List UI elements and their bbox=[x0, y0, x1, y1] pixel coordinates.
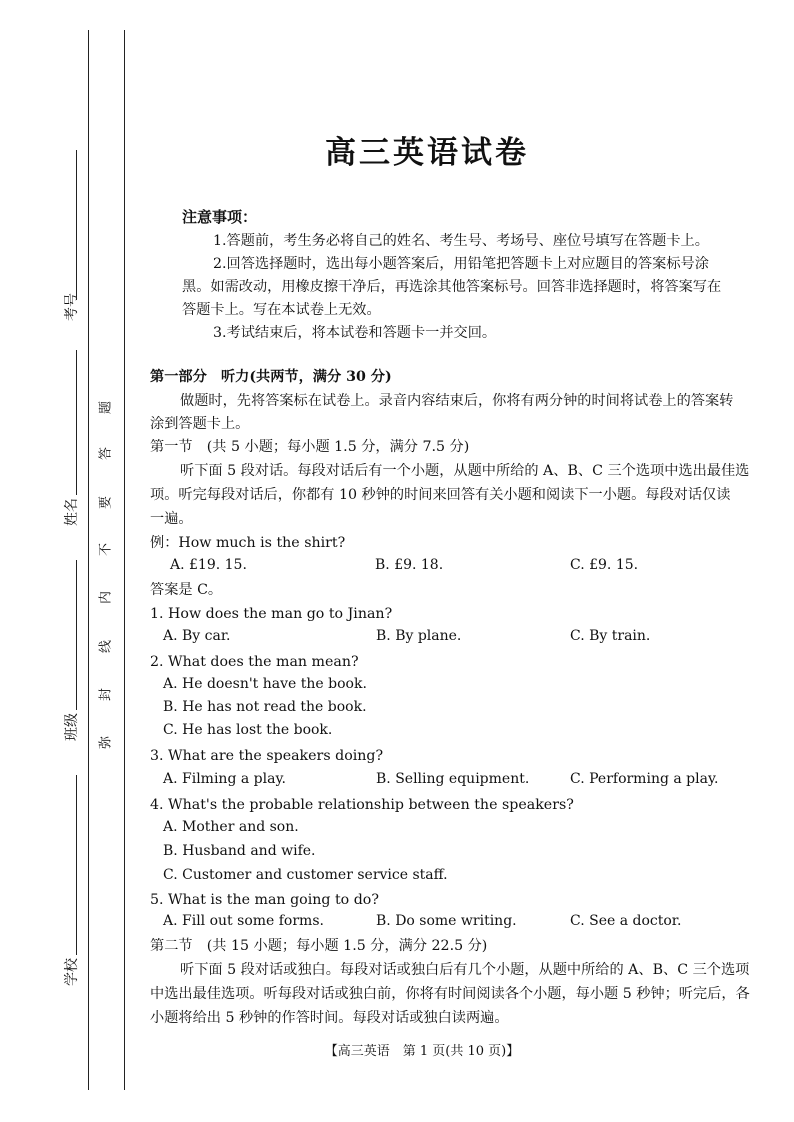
example-answer: 答案是 C。 bbox=[150, 582, 223, 598]
section2-line-1: 听下面 5 段对话或独白。每段对话或独白后有几个小题，从题中所给的 A、B、C 三个选项 bbox=[180, 962, 750, 978]
notice-item-2-line-2: 黑。如需改动，用橡皮擦干净后，再选涂其他答案标号。回答非选择题时，将答案写在 bbox=[182, 279, 722, 295]
seal-char-3: 要 bbox=[98, 496, 114, 510]
q4-option-c: C. Customer and customer service staff. bbox=[163, 867, 448, 883]
example-option-c: C. £9. 15. bbox=[570, 557, 639, 573]
page-title: 高三英语试卷 bbox=[325, 135, 529, 171]
question-4: 4. What's the probable relationship between the speakers? bbox=[150, 797, 574, 813]
exam-number-label: 考号 bbox=[64, 293, 80, 321]
class-line bbox=[76, 560, 77, 710]
section2-line-2: 中选出最佳选项。听每段对话或独白前，你将有时间阅读各个小题，每小题 5 秒钟；听完后，各 bbox=[150, 986, 750, 1002]
class-label: 班级 bbox=[64, 713, 80, 741]
section1-line-1: 听下面 5 段对话。每段对话后有一个小题，从题中所给的 A、B、C 三个选项中选出最佳选 bbox=[180, 463, 750, 479]
q4-option-b: B. Husband and wife. bbox=[163, 843, 316, 859]
q3-option-a: A. Filming a play. bbox=[163, 771, 286, 787]
q2-option-c: C. He has lost the book. bbox=[163, 722, 333, 738]
q3-option-b: B. Selling equipment. bbox=[376, 771, 530, 787]
section2-line-3: 小题将给出 5 秒钟的作答时间。每段对话或独白读两遍。 bbox=[150, 1010, 509, 1026]
binding-line-inner bbox=[124, 30, 125, 1090]
notice-item-1: 1.答题前，考生务必将自己的姓名、考生号、考场号、座位号填写在答题卡上。 bbox=[213, 233, 709, 249]
seal-char-6: 线 bbox=[98, 640, 114, 654]
part1-heading: 第一部分 听力(共两节，满分 30 分) bbox=[150, 369, 392, 385]
q2-option-b: B. He has not read the book. bbox=[163, 699, 367, 715]
section2-heading: 第二节 (共 15 小题；每小题 1.5 分，满分 22.5 分) bbox=[150, 938, 488, 954]
binding-line-outer bbox=[88, 30, 89, 1090]
school-label: 学校 bbox=[64, 958, 80, 986]
notice-item-2-line-1: 2.回答选择题时，选出每小题答案后，用铅笔把答题卡上对应题目的答案标号涂 bbox=[213, 256, 709, 272]
school-line bbox=[76, 775, 77, 955]
notice-item-3: 3.考试结束后，将本试卷和答题卡一并交回。 bbox=[213, 325, 497, 341]
q1-option-a: A. By car. bbox=[163, 628, 231, 644]
q5-option-a: A. Fill out some forms. bbox=[163, 913, 324, 929]
page-footer: 【高三英语 第 1 页(共 10 页)】 bbox=[324, 1044, 520, 1059]
q1-option-b: B. By plane. bbox=[376, 628, 462, 644]
q4-option-a: A. Mother and son. bbox=[163, 819, 299, 835]
seal-char-8: 弥 bbox=[98, 736, 114, 750]
question-5: 5. What is the man going to do? bbox=[150, 892, 379, 908]
seal-char-5: 内 bbox=[98, 591, 114, 605]
seal-char-4: 不 bbox=[98, 543, 114, 557]
name-line bbox=[76, 350, 77, 495]
seal-char-2: 答 bbox=[98, 447, 114, 461]
q2-option-a: A. He doesn't have the book. bbox=[163, 676, 367, 692]
exam-number-line bbox=[76, 150, 77, 300]
notice-heading: 注意事项： bbox=[182, 208, 258, 226]
question-3: 3. What are the speakers doing? bbox=[150, 748, 384, 764]
section1-line-2: 项。听完每段对话后，你都有 10 秒钟的时间来回答有关小题和阅读下一小题。每段对话仅读 bbox=[150, 487, 731, 503]
question-1: 1. How does the man go to Jinan? bbox=[150, 606, 393, 622]
example-option-b: B. £9. 18. bbox=[375, 557, 444, 573]
example-question: 例：How much is the shirt? bbox=[150, 535, 346, 551]
seal-char-1: 题 bbox=[98, 401, 114, 415]
notice-item-2-line-3: 答题卡上。写在本试卷上无效。 bbox=[182, 302, 381, 318]
part1-intro-line-2: 涂到答题卡上。 bbox=[150, 416, 250, 432]
section1-line-3: 一遍。 bbox=[150, 511, 193, 527]
section1-heading: 第一节 (共 5 小题；每小题 1.5 分，满分 7.5 分) bbox=[150, 439, 470, 455]
seal-char-7: 封 bbox=[98, 688, 114, 702]
example-option-a: A. £19. 15. bbox=[170, 557, 247, 573]
question-2: 2. What does the man mean? bbox=[150, 654, 359, 670]
name-label: 姓名 bbox=[64, 498, 80, 526]
q5-option-c: C. See a doctor. bbox=[570, 913, 682, 929]
q3-option-c: C. Performing a play. bbox=[570, 771, 719, 787]
q5-option-b: B. Do some writing. bbox=[376, 913, 517, 929]
q1-option-c: C. By train. bbox=[570, 628, 651, 644]
part1-intro-line-1: 做题时，先将答案标在试卷上。录音内容结束后，你将有两分钟的时间将试卷上的答案转 bbox=[180, 393, 734, 409]
